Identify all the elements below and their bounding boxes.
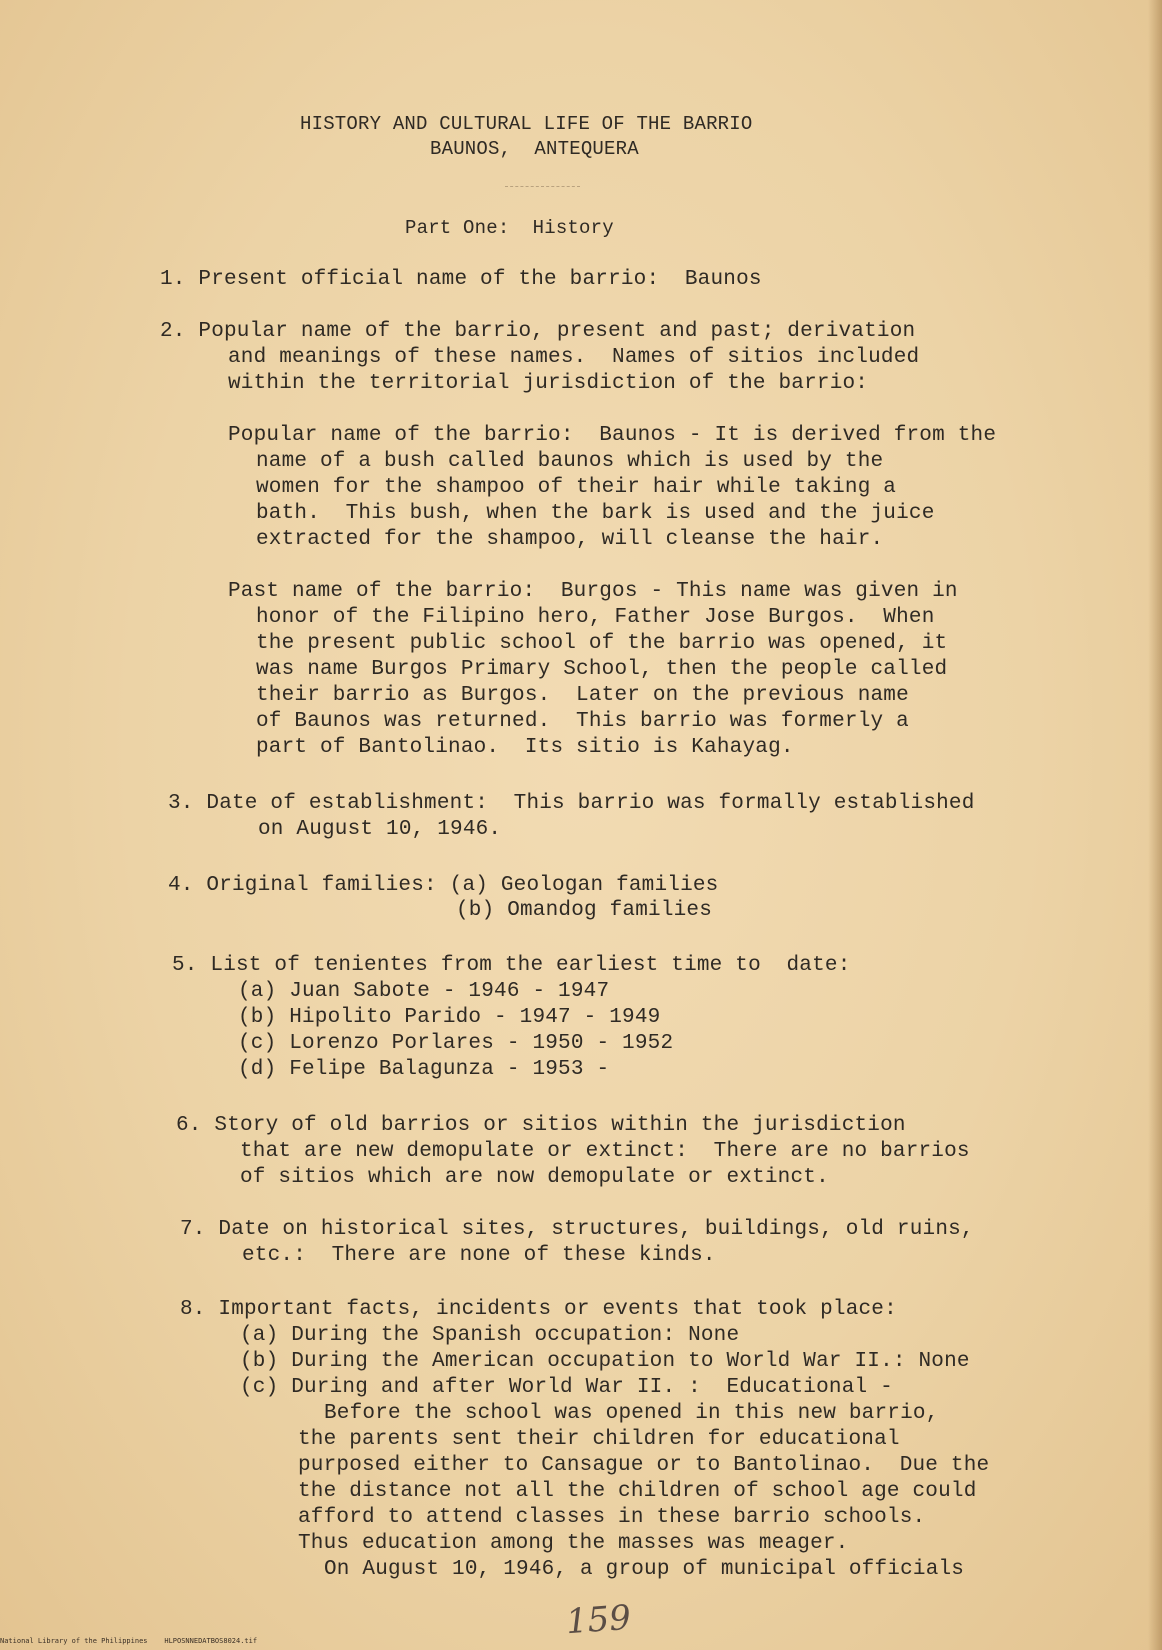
item-2-cont: within the territorial jurisdiction of the barrio:: [228, 372, 869, 395]
education-para: purposed either to Cansague or to Bantolinao. Due the: [298, 1454, 990, 1477]
handwritten-page-number: 159: [564, 1597, 633, 1643]
item-6-cont: of sitios which are now demopulate or extinct.: [240, 1166, 829, 1189]
title-line-1: HISTORY AND CULTURAL LIFE OF THE BARRIO: [300, 113, 753, 135]
item-3: 3. Date of establishment: This barrio was formally established: [168, 792, 975, 815]
past-name-para: was name Burgos Primary School, then the people called: [256, 658, 948, 681]
item-8: 8. Important facts, incidents or events that took place:: [180, 1298, 897, 1321]
popular-name-para: name of a bush called baunos which is used by the: [256, 450, 884, 473]
teniente-entry: (a) Juan Sabote - 1946 - 1947: [238, 980, 610, 1003]
item-7-cont: etc.: There are none of these kinds.: [242, 1244, 716, 1267]
part-one-heading: Part One: History: [405, 217, 614, 239]
item-7: 7. Date on historical sites, structures, buildings, old ruins,: [180, 1218, 974, 1241]
teniente-entry: (b) Hipolito Parido - 1947 - 1949: [238, 1006, 661, 1029]
past-name-para: honor of the Filipino hero, Father Jose Burgos. When: [256, 606, 935, 629]
popular-name-para: bath. This bush, when the bark is used and the juice: [256, 502, 935, 525]
item-2-cont: and meanings of these names. Names of sitios included: [228, 346, 920, 369]
item-6: 6. Story of old barrios or sitios within the jurisdiction: [176, 1114, 906, 1137]
page-edge-shadow: [1148, 0, 1162, 1650]
education-para: afford to attend classes in these barrio schools.: [298, 1506, 926, 1529]
past-name-para: the present public school of the barrio was opened, it: [256, 632, 948, 655]
item-1: 1. Present official name of the barrio: Baunos: [160, 268, 762, 291]
popular-name-para: extracted for the shampoo, will cleanse the hair.: [256, 528, 884, 551]
item-4-cont: (b) Omandog families: [456, 899, 713, 922]
title-line-2: BAUNOS, ANTEQUERA: [430, 138, 639, 160]
archive-footer: National Library of the Philippines HLPOSNNEDATBOS8024.tif: [0, 1637, 258, 1645]
item-5: 5. List of tenientes from the earliest time to date:: [172, 954, 851, 977]
education-para: Thus education among the masses was meager.: [298, 1532, 849, 1555]
education-para: On August 10, 1946, a group of municipal officials: [324, 1558, 965, 1581]
title-divider: [505, 186, 580, 187]
past-name-para: part of Bantolinao. Its sitio is Kahayag.: [256, 736, 794, 759]
popular-name-para: Popular name of the barrio: Baunos - It is derived from the: [228, 424, 997, 447]
education-para: Before the school was opened in this new barrio,: [324, 1402, 939, 1425]
item-8-sub: (a) During the Spanish occupation: None: [240, 1324, 740, 1347]
teniente-entry: (d) Felipe Balagunza - 1953 -: [238, 1058, 610, 1081]
item-8-sub: (c) During and after World War II. : Educational -: [240, 1376, 893, 1399]
past-name-para: Past name of the barrio: Burgos - This name was given in: [228, 580, 958, 603]
education-para: the distance not all the children of school age could: [298, 1480, 977, 1503]
item-2: 2. Popular name of the barrio, present and past; derivation: [160, 320, 916, 343]
past-name-para: their barrio as Burgos. Later on the previous name: [256, 684, 909, 707]
popular-name-para: women for the shampoo of their hair while taking a: [256, 476, 897, 499]
item-4: 4. Original families: (a) Geologan families: [168, 874, 719, 897]
item-6-cont: that are new demopulate or extinct: There are no barrios: [240, 1140, 970, 1163]
item-3-cont: on August 10, 1946.: [258, 818, 502, 841]
past-name-para: of Baunos was returned. This barrio was formerly a: [256, 710, 909, 733]
item-8-sub: (b) During the American occupation to World War II.: None: [240, 1350, 970, 1373]
education-para: the parents sent their children for educational: [298, 1428, 900, 1451]
teniente-entry: (c) Lorenzo Porlares - 1950 - 1952: [238, 1032, 674, 1055]
